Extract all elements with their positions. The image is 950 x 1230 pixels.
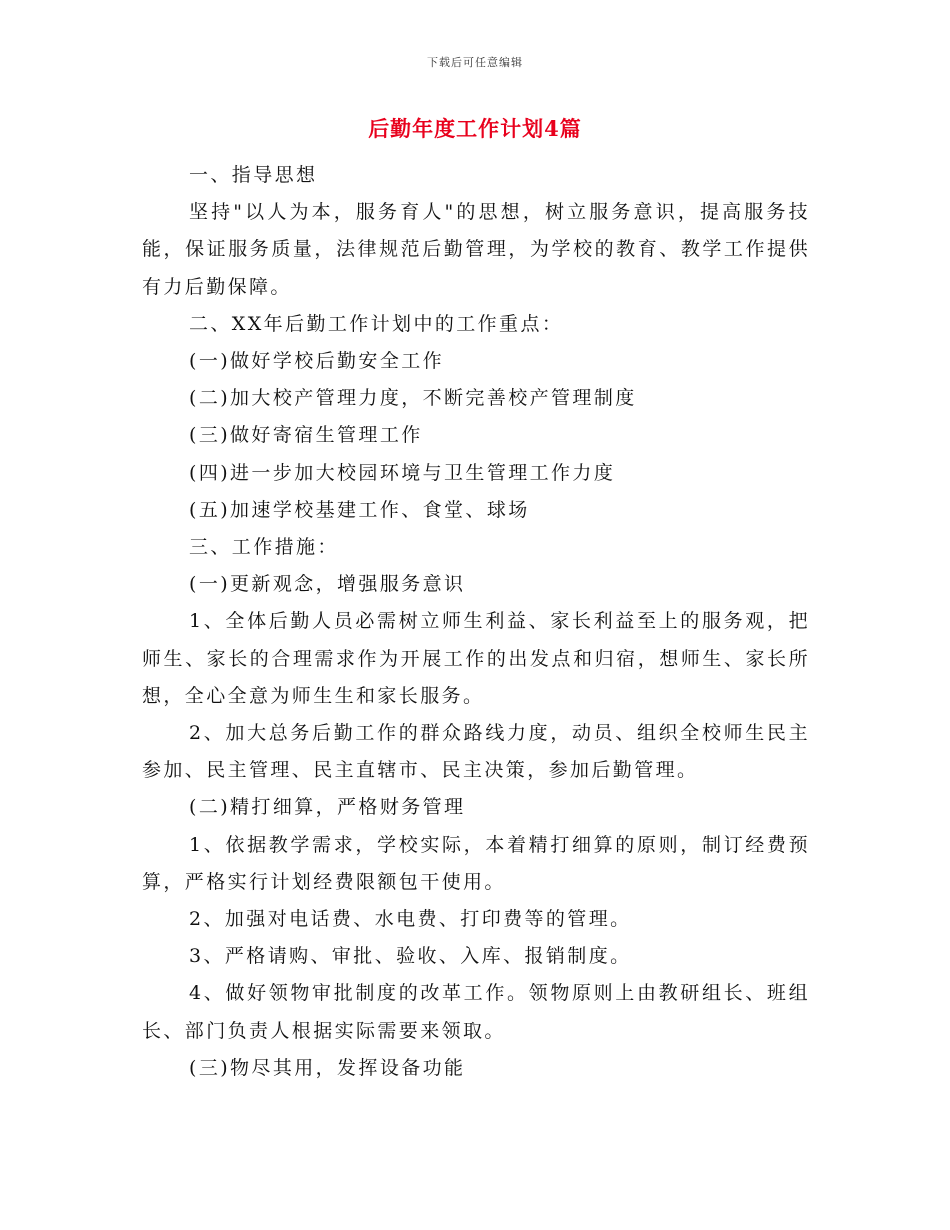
document-title: 后勤年度工作计划4篇 (368, 116, 582, 141)
section-heading-key-points: 二、XX年后勤工作计划中的工作重点： (189, 312, 564, 335)
header-note: 下载后可任意编辑 (427, 56, 523, 69)
measure-paragraph: 3、严格请购、审批、验收、入库、报销制度。 (189, 945, 632, 968)
section-heading-guiding-thought: 一、指导思想 (189, 164, 318, 186)
measure-paragraph: 4、做好领物审批制度的改革工作。领物原则上由教研组长、班组长、部门负责人根据实际需要来领取。 (142, 982, 810, 1042)
key-point-item: (三)做好寄宿生管理工作 (189, 424, 423, 447)
key-point-item: (五)加速学校基建工作、食堂、球场 (189, 498, 530, 521)
measure-paragraph: 1、全体后勤人员必需树立师生利益、家长利益至上的服务观，把师生、家长的合理需求作为开展工作的出发点和归宿，想师生、家长所想，全心全意为师生生和家长服务。 (142, 610, 810, 707)
measure-paragraph: 1、依据教学需求，学校实际，本着精打细算的原则，制订经费预算，严格实行计划经费限额包干使用。 (142, 833, 810, 893)
key-point-item: (二)加大校产管理力度，不断完善校产管理制度 (189, 387, 637, 410)
key-point-item: (四)进一步加大校园环境与卫生管理工作力度 (189, 461, 616, 484)
subsection-heading: (三)物尽其用，发挥设备功能 (189, 1056, 466, 1079)
subsection-heading: (二)精打细算，严格财务管理 (189, 796, 466, 819)
measure-paragraph: 2、加大总务后勤工作的群众路线力度，动员、组织全校师生民主参加、民主管理、民主直辖市、民主决策，参加后勤管理。 (142, 722, 810, 782)
document-body (142, 157, 810, 1087)
section-heading-measures: 三、工作措施： (189, 536, 339, 559)
paragraph-guiding-thought: 坚持"以人为本，服务育人"的思想，树立服务意识，提高服务技能，保证服务质量，法律规范后勤管理，为学校的教育、教学工作提供有力后勤保障。 (142, 201, 810, 298)
measure-paragraph: 2、加强对电话费、水电费、打印费等的管理。 (189, 908, 632, 931)
subsection-heading: (一)更新观念，增强服务意识 (189, 573, 466, 596)
key-point-item: (一)做好学校后勤安全工作 (189, 350, 445, 373)
